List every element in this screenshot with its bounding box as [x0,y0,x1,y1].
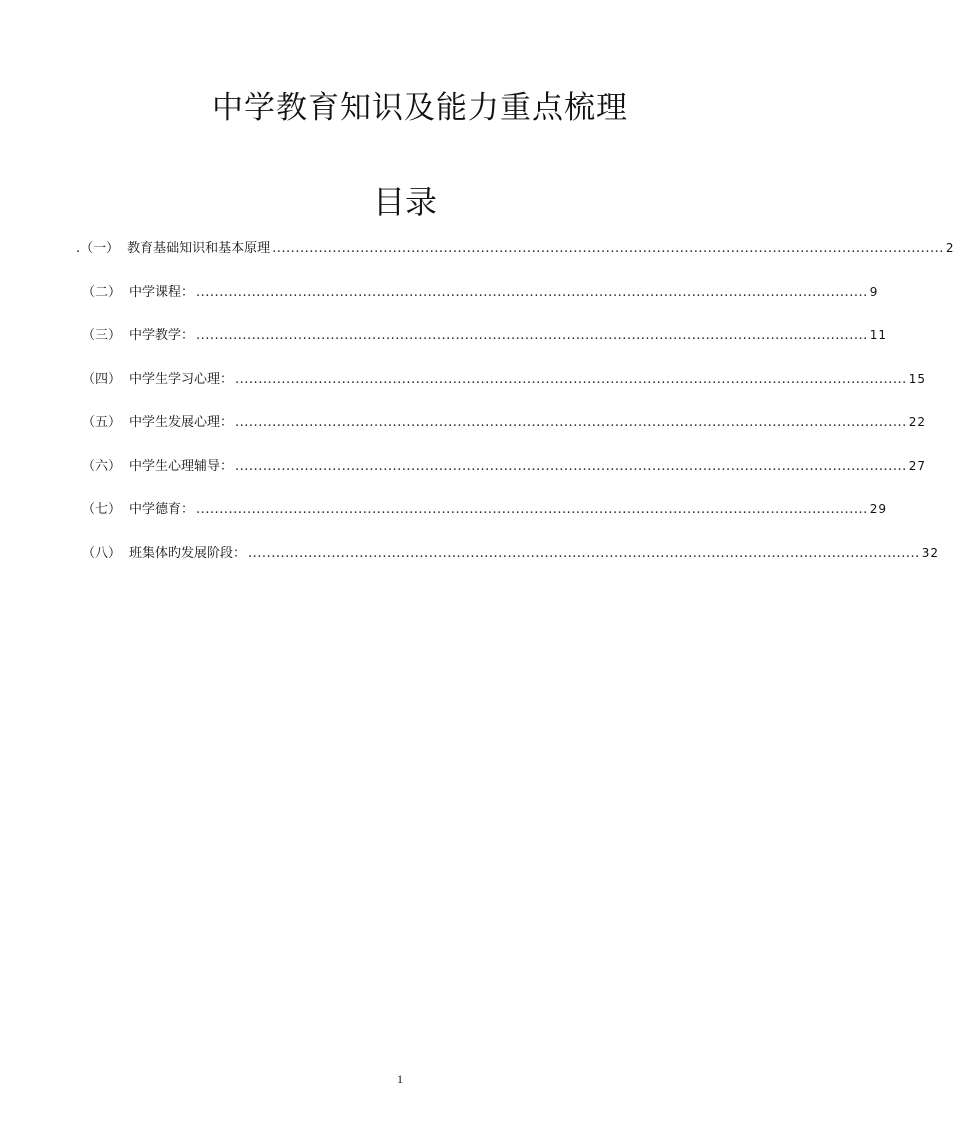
toc-entry-title: 中学生学习心理： [129,372,234,387]
toc-leader-dots: ................................................................................................................................................. [196,502,868,517]
toc-entry-page: 29 [869,502,887,516]
toc-entry-title: 中学课程： [129,285,195,300]
toc-entry-page: 22 [908,415,926,429]
toc-entry-title: 中学德育： [129,502,195,517]
toc-entry-number: （六） [82,459,122,474]
toc-leader-dots: ................................................................................................................................................. [248,546,920,561]
toc-entry-number: （二） [82,285,122,300]
toc-entry-number: .（一） [76,241,120,256]
toc-leader-dots: ................................................................................................................................................. [196,285,868,300]
toc-leader-dots: ................................................................................................................................................. [196,328,868,343]
toc-entry-number: （五） [82,415,122,430]
toc-leader-dots: ................................................................................................................................................. [235,459,907,474]
toc-entry-page: 27 [908,459,926,473]
toc-entry-page: 9 [869,285,879,299]
toc-entry-6[interactable] [82,458,926,475]
toc-entry-8[interactable] [82,545,939,562]
toc-entry-page: 2 [945,241,954,255]
toc-entry-page: 11 [869,328,887,342]
toc-leader-dots: ................................................................................................................................................. [235,372,907,387]
toc-entry-4[interactable] [82,371,926,388]
toc-entry-number: （八） [82,546,122,561]
toc-entry-5[interactable] [82,414,926,431]
toc-entry-number: （四） [82,372,122,387]
document-title: 中学教育知识及能力重点梳理 [212,90,628,126]
toc-entry-title: 中学生发展心理： [129,415,234,430]
toc-entry-title: 中学生心理辅导： [129,459,234,474]
toc-leader-dots: ................................................................................................................................................. [235,415,907,430]
toc-entry-title: 教育基础知识和基本原理 [127,241,271,256]
toc-entry-page: 32 [921,546,939,560]
toc-entry-title: 班集体旳发展阶段： [129,546,247,561]
toc-entry-7[interactable] [82,501,887,518]
toc-entry-title: 中学教学： [129,328,195,343]
toc-entry-number: （七） [82,502,122,517]
page-number: 1 [397,1072,403,1086]
toc-entry-2[interactable] [82,284,879,301]
toc-entry-page: 15 [908,372,926,386]
toc-entry-1[interactable] [76,240,954,257]
toc-entry-number: （三） [82,328,122,343]
toc-heading: 目录 [372,183,437,221]
toc-entry-3[interactable] [82,327,887,344]
toc-leader-dots: ................................................................................................................................................. [272,241,944,256]
